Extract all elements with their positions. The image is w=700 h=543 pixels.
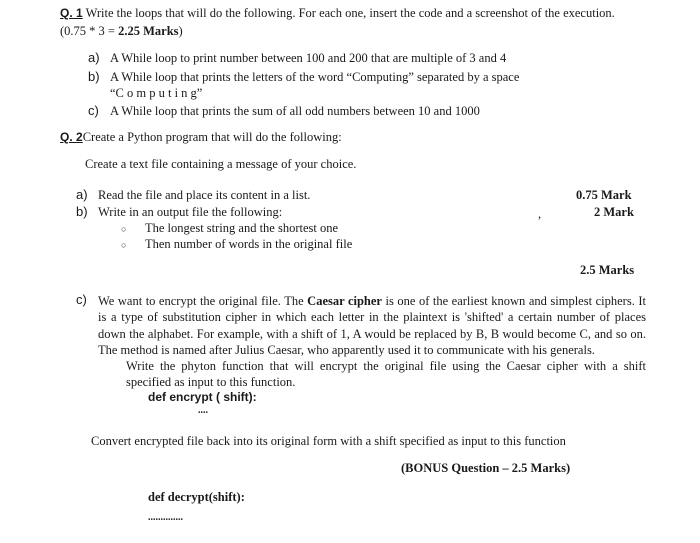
- q1-item-a-text: A While loop to print number between 100 and 200 that are multiple of 3 and 4: [110, 51, 507, 65]
- q1-marks-prefix: (0.75 * 3 =: [60, 24, 119, 38]
- q1-item-c-text: A While loop that prints the sum of all odd numbers between 10 and 1000: [110, 104, 480, 118]
- q1-number: Q. 1: [60, 6, 83, 20]
- convert-instruction: Convert encrypted file back into its original form with a shift specified as input to this function: [91, 434, 566, 448]
- q2-instruction: Create a Python program that will do the following:: [82, 130, 342, 144]
- q2-item-b-stray-comma: ,: [538, 207, 542, 221]
- decrypt-body-placeholder: ..............: [148, 512, 183, 523]
- q2-item-c-text-after: is one of the earliest known and simplest ciphers. It is a type of substitution cipher in which each letter in the plaintext is 'shifted' a certain number of places down the alphabet. For example, with a shift of 1, A would be replaced by B, B would become C, and so on. The method is named after Julius Caesar, who apparently used it to communicate with his generals.: [98, 294, 646, 358]
- bullet-circle-icon: ○: [121, 224, 127, 234]
- q2-bullet-2: Then number of words in the original file: [145, 237, 353, 251]
- q2-bullet-1: The longest string and the shortest one: [145, 221, 339, 235]
- q2-item-c-marks: 2.5 Marks: [580, 263, 635, 277]
- caesar-cipher-term: Caesar cipher: [307, 294, 382, 308]
- q2-item-b-label: b): [76, 204, 88, 219]
- q2-item-c-paragraph: [98, 293, 646, 359]
- bonus-marks: (BONUS Question – 2.5 Marks): [401, 461, 571, 475]
- q1-item-c-label: c): [88, 103, 99, 118]
- q2-item-c-task: Write the phyton function that will encrypt the original file using the Caesar cipher with a shift specified as input to this function.: [126, 359, 646, 390]
- q1-item-a-label: a): [88, 50, 100, 65]
- q2-intro: Create a text file containing a message of your choice.: [85, 157, 357, 171]
- q2-item-a-text: Read the file and place its content in a list.: [98, 188, 311, 202]
- encrypt-signature: def encrypt ( shift):: [148, 390, 257, 404]
- q1-instruction-line: [60, 6, 615, 21]
- q2-instruction-line: [60, 130, 342, 145]
- q2-item-a-marks: 0.75 Mark: [576, 188, 632, 202]
- q1-marks-suffix: ): [178, 24, 183, 38]
- q1-item-b-label: b): [88, 69, 100, 84]
- q2-item-a-label: a): [76, 187, 88, 202]
- q2-item-b-marks: 2 Mark: [594, 205, 634, 219]
- q2-item-b-text: Write in an output file the following:: [98, 205, 283, 219]
- q2-number: Q. 2: [60, 130, 83, 144]
- decrypt-signature: def decrypt(shift):: [148, 490, 245, 504]
- q1-item-b-text: A While loop that prints the letters of the word “Computing” separated by a space: [110, 70, 520, 84]
- q2-item-c-text-before: We want to encrypt the original file. The: [98, 294, 308, 308]
- q1-marks-bold: 2.25 Marks: [118, 24, 179, 38]
- q2-item-c-label: c): [76, 292, 87, 307]
- encrypt-body-placeholder: ....: [198, 405, 208, 416]
- q1-instruction: Write the loops that will do the following. For each one, insert the code and a screenshot of the execution.: [85, 6, 615, 20]
- bullet-circle-icon: ○: [121, 240, 127, 250]
- q1-item-b-word: “C o m p u t i n g”: [110, 86, 203, 100]
- q1-marks: [60, 24, 183, 39]
